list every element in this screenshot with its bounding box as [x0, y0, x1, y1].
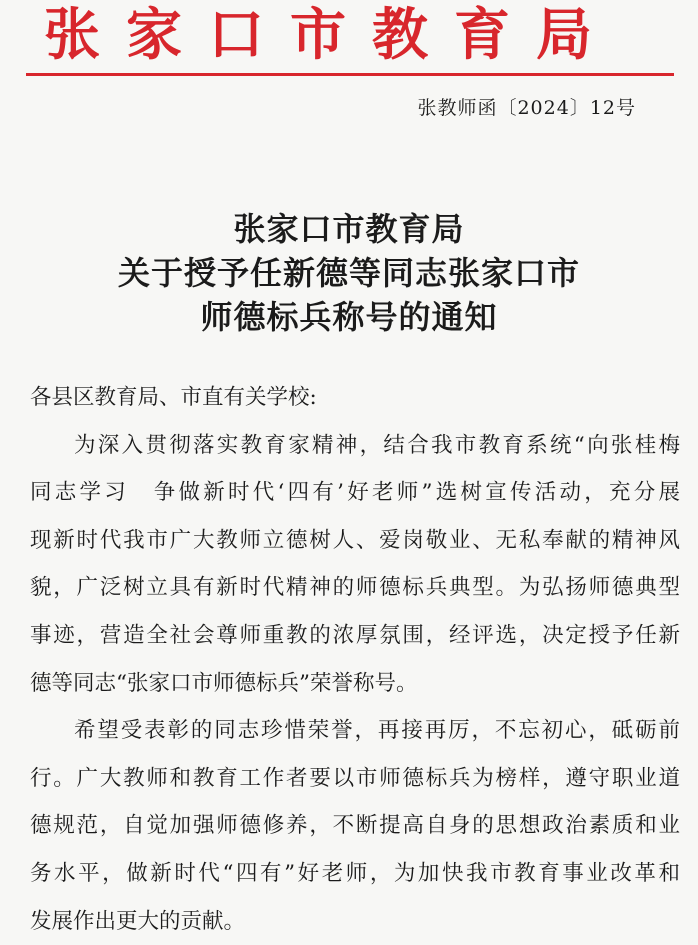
document-number: 张教师函〔2024〕12号: [417, 97, 636, 119]
masthead-title: 张家口市教育局: [44, 2, 618, 68]
salutation: 各县区教育局、市直有关学校:: [30, 385, 317, 410]
title-line-3: 师德标兵称号的通知: [200, 298, 498, 336]
paragraph-1-line: 现新时代我市广大教师立德树人、爱岗敬业、无私奉献的精神风: [30, 527, 680, 553]
paragraph-2-line: 德规范，自觉加强师德修养，不断提高自身的思想政治素质和业: [30, 813, 680, 839]
title-line-1: 张家口市教育局: [233, 210, 465, 248]
paragraph-1-line: 同志学习 争做新时代‘四有’好老师”选树宣传活动，充分展: [30, 480, 680, 506]
paragraph-2-line: 希望受表彰的同志珍惜荣誉，再接再厉，不忘初心，砥砺前: [74, 718, 680, 744]
title-line-2: 关于授予任新德等同志张家口市: [117, 254, 580, 292]
paragraph-2-line: 发展作出更大的贡献。: [30, 908, 246, 934]
notice-body: [30, 374, 680, 945]
paragraph-2-line: 行。广大教师和教育工作者要以市师德标兵为榜样，遵守职业道: [30, 765, 680, 791]
paragraph-1-line: 貌，广泛树立具有新时代精神的师德标兵典型。为弘扬师德典型: [30, 575, 680, 601]
paragraph-1-line: 为深入贯彻落实教育家精神，结合我市教育系统“向张桂梅: [74, 432, 680, 458]
masthead-red-rule: [26, 73, 674, 76]
notice-title: [0, 207, 698, 339]
paragraph-1-line: 事迹，营造全社会尊师重教的浓厚氛围，经评选，决定授予任新: [30, 622, 680, 648]
paragraph-1-line: 德等同志“张家口市师德标兵”荣誉称号。: [30, 670, 418, 696]
paragraph-2-line: 务水平，做新时代“四有”好老师，为加快我市教育事业改革和: [30, 860, 680, 886]
